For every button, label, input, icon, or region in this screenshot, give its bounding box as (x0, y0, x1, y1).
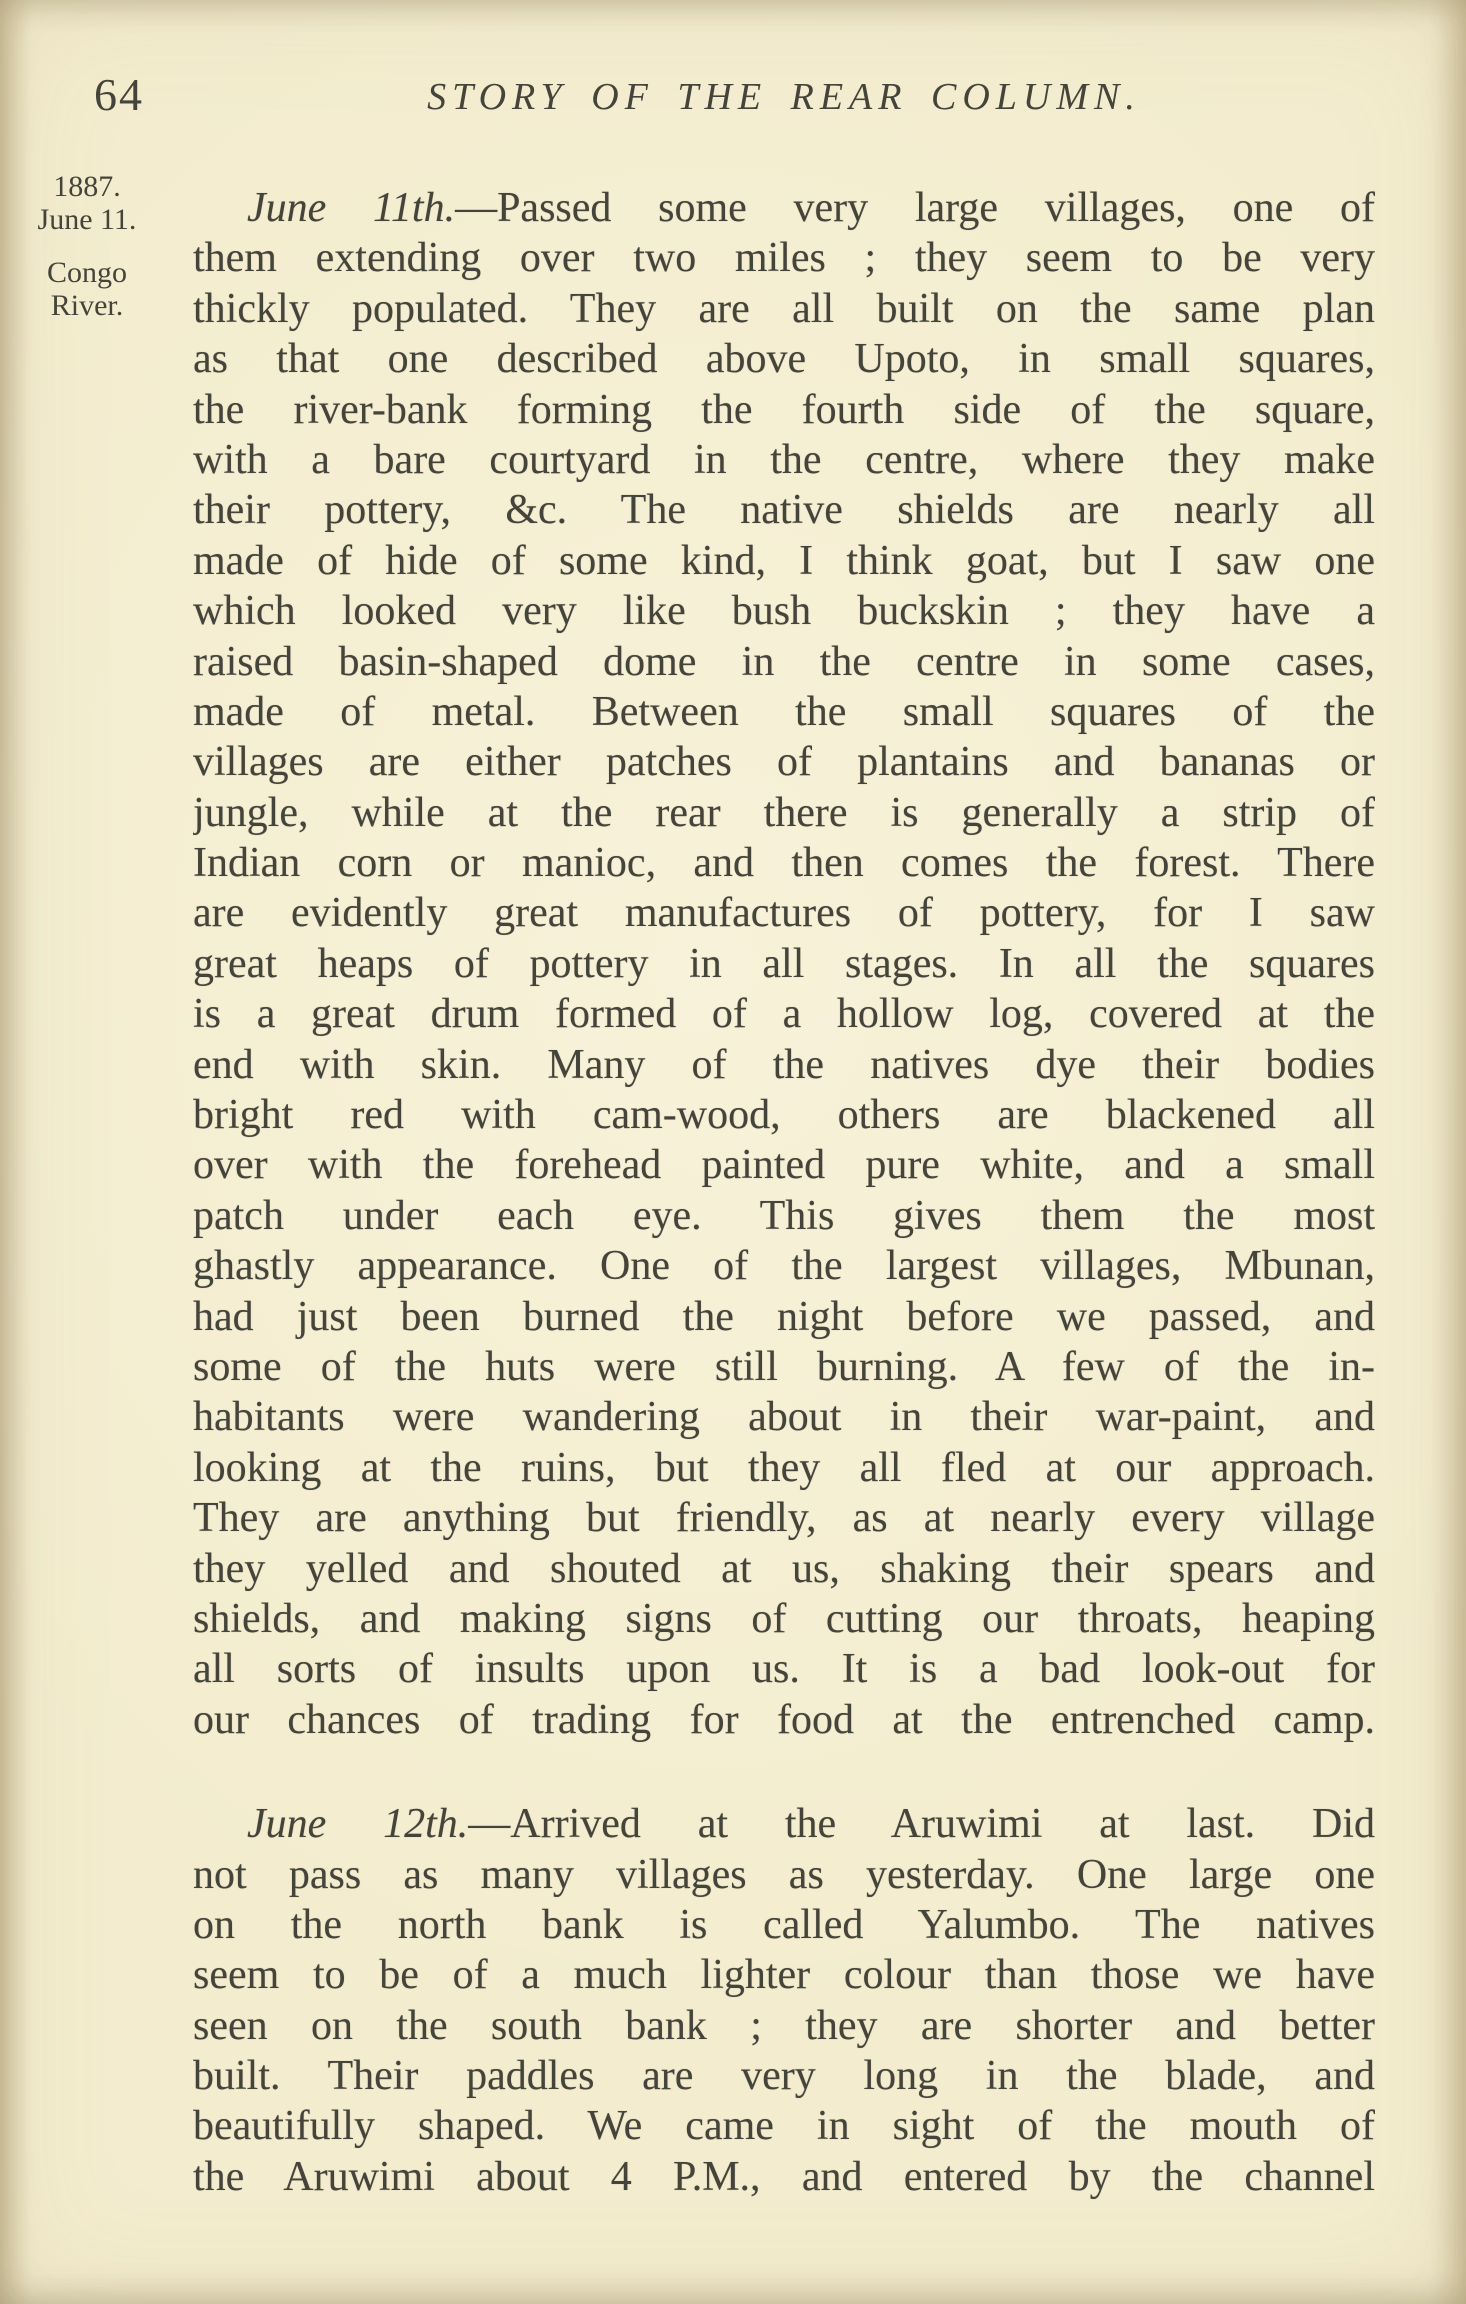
margin-note-day: June 11. (37, 203, 137, 236)
text-line: beautifully shaped. We came in sight of the mouth of (193, 2103, 1375, 2150)
text-line: looking at the ruins, but they all fled at our approach. (193, 1444, 1375, 1491)
running-header: STORY OF THE REAR COLUMN. (427, 76, 1141, 118)
diary-entry-june-12 (193, 1799, 1375, 2202)
text-line: their pottery, &c. The native shields are nearly all (193, 487, 1375, 534)
margin-note-location (16, 256, 158, 322)
text-line: raised basin-shaped dome in the centre in some cases, (193, 638, 1375, 685)
text-line: They are anything but friendly, as at nearly every village (193, 1495, 1375, 1542)
text-line: our chances of trading for food at the entrenched camp. (193, 1696, 1375, 1743)
margin-note-place-line1: Congo (46, 256, 127, 289)
text-line: on the north bank is called Yalumbo. The natives (193, 1901, 1375, 1948)
entry-date-lead: June 12th. (247, 1801, 469, 1848)
text-line: bright red with cam-wood, others are blackened all (193, 1092, 1375, 1139)
text-line: them extending over two miles ; they seem to be very (193, 235, 1375, 282)
text-line: seen on the south bank ; they are shorter and better (193, 2002, 1375, 2049)
text-line: ghastly appearance. One of the largest villages, Mbunan, (193, 1243, 1375, 1290)
text-line: jungle, while at the rear there is generally a strip of (193, 789, 1375, 836)
text-line: Indian corn or manioc, and then comes the forest. There (193, 840, 1375, 887)
text-line: they yelled and shouted at us, shaking their spears and (193, 1545, 1375, 1592)
text-line: the Aruwimi about 4 P.M., and entered by the channel (193, 2153, 1375, 2200)
text-line: made of metal. Between the small squares of the (193, 688, 1375, 735)
text-line: not pass as many villages as yesterday. One large one (193, 1851, 1375, 1898)
entry-first-line-text: —Arrived at the Aruwimi at last. Did (468, 1801, 1375, 1848)
text-line: seem to be of a much lighter colour than those we have (193, 1952, 1375, 1999)
text-line: all sorts of insults upon us. It is a bad look-out for (193, 1646, 1375, 1693)
page-number: 64 (94, 69, 144, 120)
margin-note-date (16, 170, 158, 236)
text-line: villages are either patches of plantains and bananas or (193, 739, 1375, 786)
text-line: great heaps of pottery in all stages. In all the squares (193, 940, 1375, 987)
text-line: which looked very like bush buckskin ; they have a (193, 588, 1375, 635)
text-line: is a great drum formed of a hollow log, covered at the (193, 991, 1375, 1038)
text-line: some of the huts were still burning. A few of the in- (193, 1343, 1375, 1390)
entry-date-lead: June 11th. (247, 185, 456, 231)
text-line (193, 1799, 1375, 1849)
diary-entry-june-11 (193, 183, 1375, 1745)
text-line (193, 183, 1375, 233)
margin-note-place-line2: River. (50, 289, 124, 322)
text-line: the river-bank forming the fourth side of the square, (193, 386, 1375, 433)
text-line: shields, and making signs of cutting our throats, heaping (193, 1595, 1375, 1642)
text-line: made of hide of some kind, I think goat, but I saw one (193, 537, 1375, 584)
entry-first-line-text: —Passed some very large villages, one of (455, 185, 1375, 231)
text-line: built. Their paddles are very long in the blade, and (193, 2053, 1375, 2100)
text-line: had just been burned the night before we passed, and (193, 1293, 1375, 1340)
text-line: thickly populated. They are all built on the same plan (193, 285, 1375, 332)
page-body-text (193, 183, 1375, 2202)
text-line: with a bare courtyard in the centre, where they make (193, 436, 1375, 483)
text-line: as that one described above Upoto, in small squares, (193, 336, 1375, 383)
text-line: patch under each eye. This gives them the most (193, 1192, 1375, 1239)
margin-note-year: 1887. (53, 170, 121, 203)
text-line: habitants were wandering about in their war-paint, and (193, 1394, 1375, 1441)
text-line: end with skin. Many of the natives dye their bodies (193, 1041, 1375, 1088)
text-line: over with the forehead painted pure white, and a small (193, 1142, 1375, 1189)
text-line: are evidently great manufactures of pottery, for I saw (193, 890, 1375, 937)
